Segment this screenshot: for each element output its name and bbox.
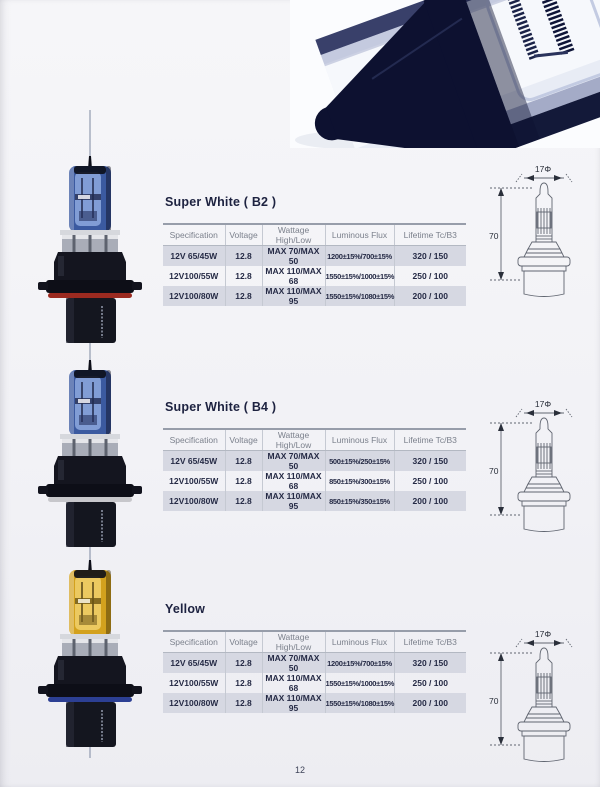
flux-cell: 850±15%/300±15% (325, 471, 394, 491)
height-label: 70 (489, 696, 499, 706)
table-row (163, 286, 466, 306)
flux-cell: 1550±15%/1080±15% (325, 286, 394, 306)
flux-cell: 500±15%/250±15% (325, 451, 394, 472)
col-header-specification: Specification (163, 224, 225, 246)
table-header-row (163, 631, 466, 653)
diameter-label: 17Φ (534, 399, 552, 409)
table-row (163, 246, 466, 267)
col-header-luminous-flux: Luminous Flux (325, 429, 394, 451)
spec-cell: 12V100/55W (169, 678, 219, 688)
table-row (163, 653, 466, 674)
lifetime-cell: 200 / 100 (394, 693, 466, 713)
col-header-wattage: Wattage High/Low (262, 224, 325, 246)
col-header-specification: Specification (163, 631, 225, 653)
dimension-diagram-art (486, 627, 600, 765)
col-header-luminous-flux: Luminous Flux (325, 224, 394, 246)
table-row (163, 451, 466, 472)
spec-cell: 12V 65/45W (170, 658, 218, 668)
col-header-wattage: Wattage High/Low (262, 631, 325, 653)
bulb-art (30, 156, 150, 346)
table-row (163, 266, 466, 286)
bulb-art (30, 560, 150, 750)
lifetime-cell: 250 / 100 (394, 471, 466, 491)
col-header-voltage: Voltage (225, 631, 262, 653)
spec-cell: 12V100/55W (169, 476, 219, 486)
col-header-voltage: Voltage (225, 429, 262, 451)
lifetime-cell: 200 / 100 (394, 491, 466, 511)
flux-cell: 1550±15%/1000±15% (325, 673, 394, 693)
wattage-cell: MAX 110/MAX 68 (262, 673, 325, 693)
lifetime-cell: 320 / 150 (394, 653, 466, 674)
voltage-cell: 12.8 (225, 246, 262, 267)
bulb-macro-photo-art (290, 0, 600, 148)
wattage-cell: MAX 110/MAX 95 (262, 693, 325, 713)
wattage-cell: MAX 110/MAX 95 (262, 491, 325, 511)
flux-cell: 1550±15%/1080±15% (325, 693, 394, 713)
wattage-cell: MAX 70/MAX 50 (262, 451, 325, 472)
bulb-dimension-diagram-yellow (486, 627, 600, 765)
diameter-label: 17Φ (534, 164, 552, 174)
col-header-specification: Specification (163, 429, 225, 451)
bulb-dimension-diagram-b2 (486, 162, 600, 300)
lifetime-cell: 320 / 150 (394, 451, 466, 472)
wattage-cell: MAX 110/MAX 68 (262, 266, 325, 286)
bulb-photo-yellow (30, 560, 150, 750)
wattage-cell: MAX 110/MAX 68 (262, 471, 325, 491)
col-header-wattage: Wattage High/Low (262, 429, 325, 451)
bulb-macro-photo (290, 0, 600, 148)
height-label: 70 (489, 231, 499, 241)
bulb-dimension-diagram-b4 (486, 397, 600, 535)
table-header-row (163, 224, 466, 246)
table-row (163, 491, 466, 511)
table-header-row (163, 429, 466, 451)
col-header-lifetime: Lifetime Tc/B3 (394, 224, 466, 246)
spec-cell: 12V 65/45W (170, 251, 218, 261)
bulb-photo-super-white-b2 (30, 156, 150, 346)
flux-cell: 1200±15%/700±15% (325, 653, 394, 674)
flux-cell: 1550±15%/1000±15% (325, 266, 394, 286)
voltage-cell: 12.8 (225, 286, 262, 306)
voltage-cell: 12.8 (225, 693, 262, 713)
spec-table-super-white-b2 (163, 223, 466, 306)
voltage-cell: 12.8 (225, 451, 262, 472)
diameter-label: 17Φ (534, 629, 552, 639)
col-header-lifetime: Lifetime Tc/B3 (394, 631, 466, 653)
col-header-luminous-flux: Luminous Flux (325, 631, 394, 653)
voltage-cell: 12.8 (225, 673, 262, 693)
spec-cell: 12V 65/45W (170, 456, 218, 466)
col-header-voltage: Voltage (225, 224, 262, 246)
wattage-cell: MAX 70/MAX 50 (262, 246, 325, 267)
spec-cell: 12V100/80W (169, 496, 219, 506)
spec-cell: 12V100/55W (169, 271, 219, 281)
spec-cell: 12V100/80W (169, 291, 219, 301)
voltage-cell: 12.8 (225, 653, 262, 674)
lifetime-cell: 200 / 100 (394, 286, 466, 306)
spec-table-yellow (163, 630, 466, 713)
lifetime-cell: 250 / 100 (394, 673, 466, 693)
bulb-art (30, 360, 150, 550)
voltage-cell: 12.8 (225, 491, 262, 511)
section-title-super-white-b2: Super White ( B2 ) (165, 195, 277, 209)
voltage-cell: 12.8 (225, 266, 262, 286)
page-number: 12 (294, 765, 305, 775)
table-row (163, 673, 466, 693)
spec-cell: 12V100/80W (169, 698, 219, 708)
table-row (163, 693, 466, 713)
flux-cell: 850±15%/350±15% (325, 491, 394, 511)
table-row (163, 471, 466, 491)
col-header-lifetime: Lifetime Tc/B3 (394, 429, 466, 451)
lifetime-cell: 320 / 150 (394, 246, 466, 267)
lifetime-cell: 250 / 100 (394, 266, 466, 286)
bulb-photo-super-white-b4 (30, 360, 150, 550)
spec-table-super-white-b4 (163, 428, 466, 511)
dimension-diagram-art (486, 162, 600, 300)
dimension-diagram-art (486, 397, 600, 535)
section-title-yellow: Yellow (165, 602, 206, 616)
wattage-cell: MAX 70/MAX 50 (262, 653, 325, 674)
wattage-cell: MAX 110/MAX 95 (262, 286, 325, 306)
voltage-cell: 12.8 (225, 471, 262, 491)
height-label: 70 (489, 466, 499, 476)
section-title-super-white-b4: Super White ( B4 ) (165, 400, 277, 414)
flux-cell: 1200±15%/700±15% (325, 246, 394, 267)
